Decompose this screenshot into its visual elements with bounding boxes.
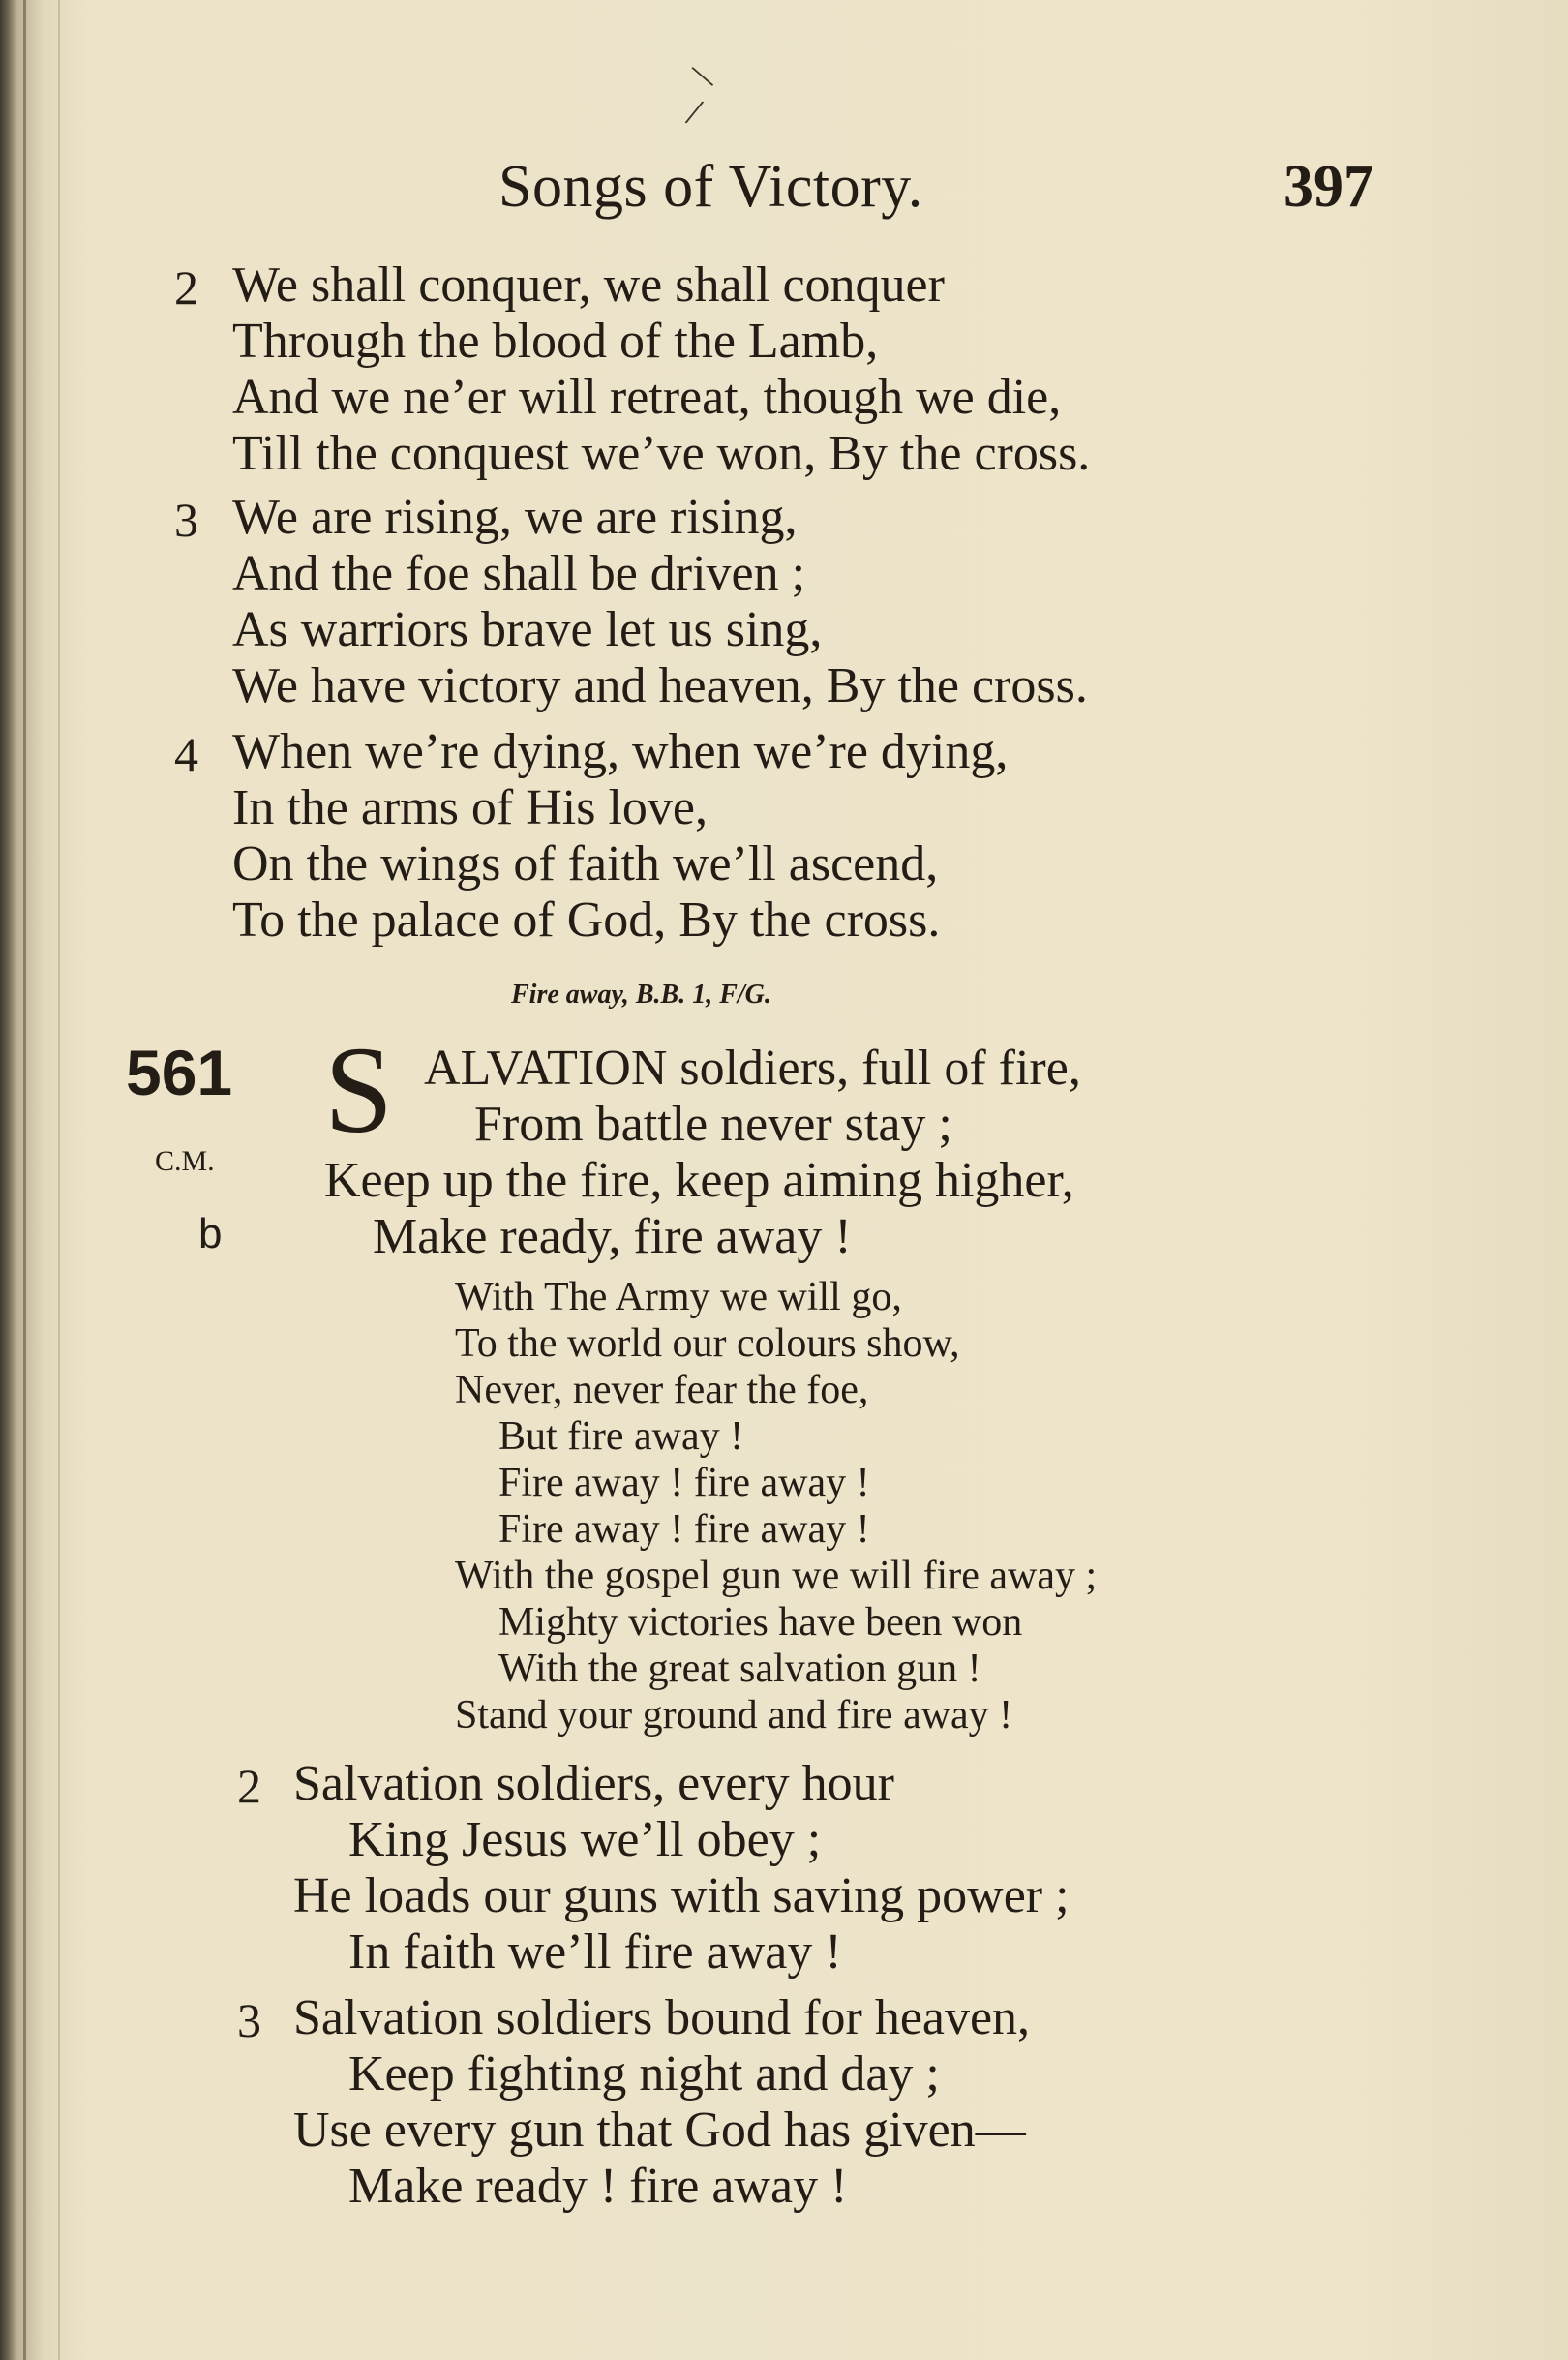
tune-reference: Fire away, B.B. 1, F/G. bbox=[511, 980, 771, 1010]
verse-line: Through the blood of the Lamb, bbox=[232, 314, 879, 369]
verse-line: Make ready, fire away ! bbox=[373, 1209, 852, 1264]
verse-line: In faith we’ll fire away ! bbox=[348, 1924, 842, 1980]
verse-line: In the arms of His love, bbox=[232, 780, 709, 835]
verse-number: 4 bbox=[174, 727, 198, 781]
verse-line: As warriors brave let us sing, bbox=[232, 602, 823, 657]
chorus-line: With the great salvation gun ! bbox=[498, 1647, 981, 1691]
verse-line: We shall conquer, we shall conquer bbox=[232, 257, 945, 313]
verse-line: Keep fighting night and day ; bbox=[348, 2046, 940, 2102]
verse-number: 3 bbox=[237, 1993, 261, 2047]
chorus-line: With The Army we will go, bbox=[455, 1275, 902, 1319]
chorus-line: But fire away ! bbox=[498, 1414, 744, 1459]
ink-mark: \ bbox=[686, 54, 718, 98]
chorus-line: Stand your ground and fire away ! bbox=[455, 1693, 1013, 1738]
verse-line: Till the conquest we’ve won, By the cross. bbox=[232, 426, 1091, 481]
chorus-line: Never, never fear the foe, bbox=[455, 1368, 869, 1412]
verse-line: ALVATION soldiers, full of fire, bbox=[424, 1041, 1081, 1096]
hymn-meter: C.M. bbox=[155, 1145, 215, 1177]
chorus-line: Mighty victories have been won bbox=[498, 1600, 1023, 1645]
chorus-line: With the gospel gun we will fire away ; bbox=[455, 1554, 1098, 1598]
drop-cap: S bbox=[324, 1021, 394, 1159]
gutter-fold bbox=[58, 0, 60, 2360]
hymn-number: 561 bbox=[126, 1037, 233, 1108]
verse-line: Salvation soldiers, every hour bbox=[293, 1756, 894, 1811]
verse-line: To the palace of God, By the cross. bbox=[232, 893, 941, 948]
verse-line: Salvation soldiers bound for heaven, bbox=[293, 1990, 1031, 2045]
verse-number: 2 bbox=[237, 1759, 261, 1813]
ink-mark: / bbox=[681, 89, 708, 135]
chorus-line: To the world our colours show, bbox=[455, 1321, 960, 1366]
running-header-title: Songs of Victory. bbox=[498, 154, 923, 220]
verse-line: Use every gun that God has given— bbox=[293, 2103, 1026, 2158]
verse-line: On the wings of faith we’ll ascend, bbox=[232, 836, 939, 892]
hymn-key: b bbox=[198, 1210, 223, 1257]
verse-line: He loads our guns with saving power ; bbox=[293, 1868, 1070, 1923]
verse-line: Make ready ! fire away ! bbox=[348, 2159, 848, 2214]
verse-line: And the foe shall be driven ; bbox=[232, 546, 806, 601]
chorus-line: Fire away ! fire away ! bbox=[498, 1507, 870, 1552]
verse-line: When we’re dying, when we’re dying, bbox=[232, 724, 1009, 779]
verse-line: And we ne’er will retreat, though we die, bbox=[232, 370, 1062, 425]
verse-line: We are rising, we are rising, bbox=[232, 490, 798, 545]
verse-line: We have victory and heaven, By the cross. bbox=[232, 658, 1088, 713]
verse-line: King Jesus we’ll obey ; bbox=[348, 1812, 822, 1867]
page-number: 397 bbox=[1283, 154, 1373, 220]
verse-number: 2 bbox=[174, 260, 198, 315]
verse-line: From battle never stay ; bbox=[474, 1097, 952, 1152]
chorus-line: Fire away ! fire away ! bbox=[498, 1461, 870, 1505]
verse-line: Keep up the fire, keep aiming higher, bbox=[324, 1153, 1074, 1208]
book-spine-edge bbox=[23, 0, 26, 2360]
verse-number: 3 bbox=[174, 493, 198, 547]
